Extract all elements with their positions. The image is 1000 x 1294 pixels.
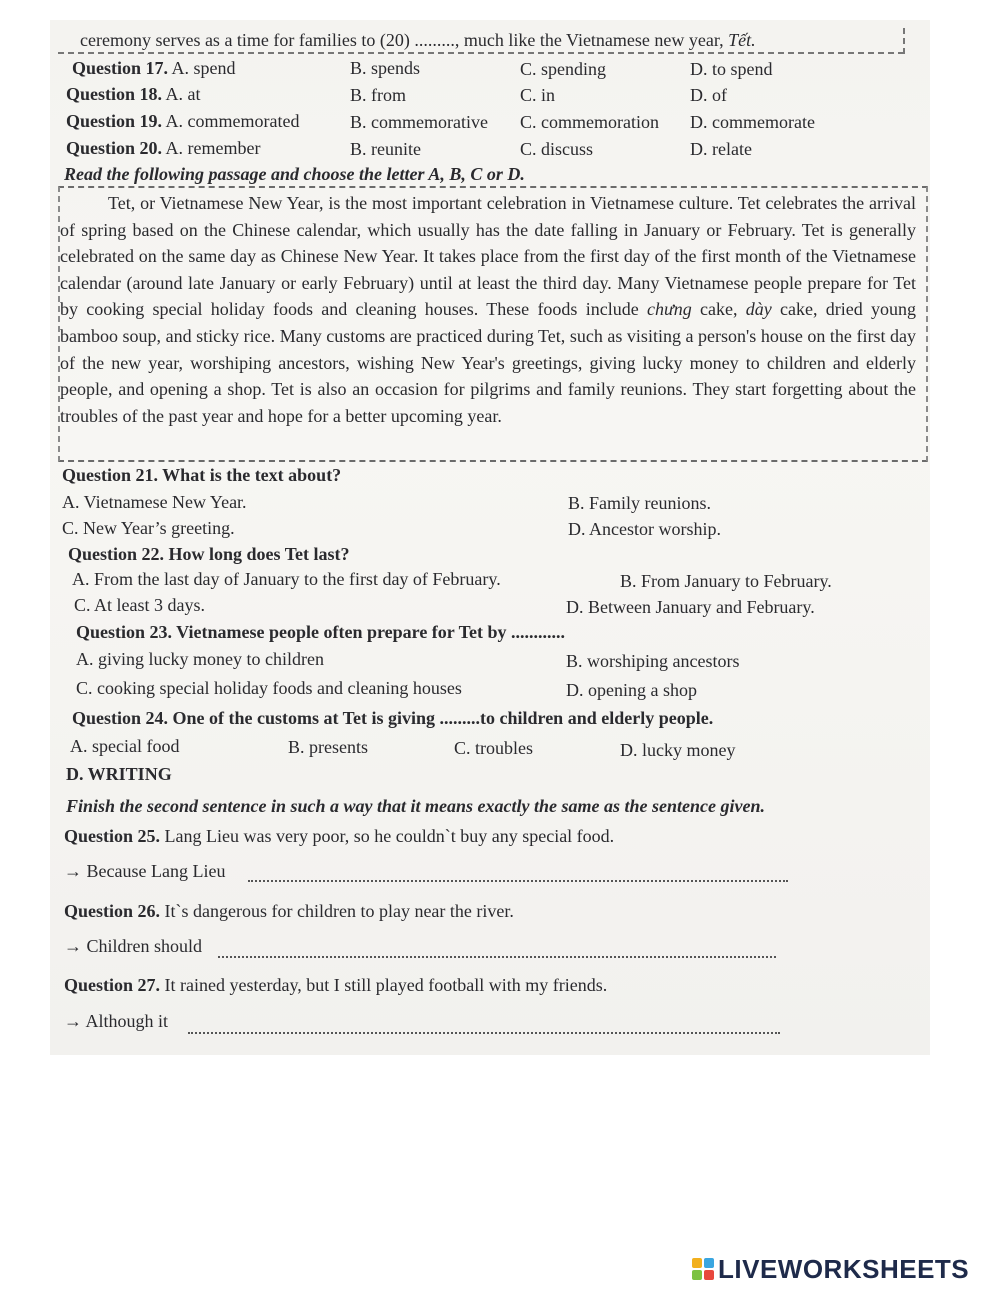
option-b[interactable]: B. from	[350, 85, 406, 105]
liveworksheets-logo[interactable]	[692, 1254, 969, 1284]
q22-option-a[interactable]: A. From the last day of January to the first day of February.	[72, 569, 501, 589]
answer-prompt: → Children should	[64, 936, 202, 956]
divider	[903, 28, 905, 54]
q21-option-a[interactable]: A. Vietnamese New Year.	[62, 492, 247, 512]
q21-option-d[interactable]: D. Ancestor worship.	[568, 519, 721, 539]
writing-instruction: Finish the second sentence in such a way that it means exactly the same as the sentence given.	[66, 796, 766, 816]
reading-passage: Tet, or Vietnamese New Year, is the most important celebration in Vietnamese culture. Tet celebrates the arrival of spring based on the Chinese calendar, which usually has the date falling in January or February. Tet is generally celebrated on the same day as Chinese New Year. It takes place from the first day of the first month of the Vietnamese calendar (around late January or early February) until at least the third day. Many Vietnamese people prepare for Tet by cooking special holiday foods and cleaning houses. These foods include chưng cake, dày cake, dried young bamboo soup, and sticky rice. Many customs are practiced during Tet, such as visiting a person's house on the first day of the new year, worshiping ancestors, wishing New Year's greetings, giving lucky money to children and elderly people, and opening a shop. Tet is also an occasion for pilgrims and family reunions. They start forgetting about the troubles of the past year and hope for a better upcoming year.	[60, 193, 917, 426]
question-24-stem: Question 24. One of the customs at Tet is giving .........to children and elderly people.	[72, 708, 714, 728]
answer-blank[interactable]	[248, 878, 788, 882]
q21-option-b[interactable]: B. Family reunions.	[568, 493, 711, 513]
passage-continuation: ceremony serves as a time for families to (20) ........., much like the Vietnamese new year, Tết.	[80, 30, 756, 50]
q23-option-a[interactable]: A. giving lucky money to children	[76, 649, 324, 669]
answer-prompt: → Because Lang Lieu	[64, 861, 226, 881]
option-c[interactable]: C. commemoration	[520, 112, 659, 132]
answer-blank[interactable]	[218, 954, 776, 958]
q24-option-b[interactable]: B. presents	[288, 737, 368, 757]
option-c[interactable]: C. spending	[520, 59, 607, 79]
divider	[58, 52, 904, 54]
q24-option-a[interactable]: A. special food	[70, 736, 180, 756]
logo-grid-icon	[692, 1258, 714, 1280]
option-d[interactable]: D. to spend	[690, 59, 773, 79]
question-22-stem: Question 22. How long does Tet last?	[68, 544, 350, 564]
reading-instruction: Read the following passage and choose the letter A, B, C or D.	[64, 164, 525, 184]
option-b[interactable]: B. commemorative	[350, 112, 488, 132]
option-d[interactable]: D. relate	[690, 139, 752, 159]
option-c[interactable]: C. in	[520, 85, 556, 105]
option-d[interactable]: D. commemorate	[690, 112, 815, 132]
option-d[interactable]: D. of	[690, 85, 727, 105]
q22-option-d[interactable]: D. Between January and February.	[566, 597, 815, 617]
option-b[interactable]: B. spends	[350, 58, 421, 78]
q21-option-c[interactable]: C. New Year’s greeting.	[62, 518, 235, 538]
brand-name: LIVEWORKSHEETS	[718, 1253, 970, 1284]
q24-option-d[interactable]: D. lucky money	[620, 740, 736, 760]
q24-option-c[interactable]: C. troubles	[454, 738, 533, 758]
q22-option-c[interactable]: C. At least 3 days.	[74, 595, 205, 615]
question-23-stem: Question 23. Vietnamese people often prepare for Tet by ............	[76, 622, 565, 642]
question-21-stem: Question 21. What is the text about?	[62, 465, 342, 485]
answer-blank[interactable]	[188, 1030, 780, 1034]
q22-option-b[interactable]: B. From January to February.	[620, 571, 832, 591]
q23-option-b[interactable]: B. worshiping ancestors	[566, 651, 740, 671]
q23-option-d[interactable]: D. opening a shop	[566, 680, 697, 700]
q23-option-c[interactable]: C. cooking special holiday foods and cleaning houses	[76, 678, 462, 698]
option-b[interactable]: B. reunite	[350, 139, 421, 159]
answer-prompt: → Although it	[64, 1011, 169, 1031]
option-c[interactable]: C. discuss	[520, 139, 594, 159]
writing-heading: D. WRITING	[66, 764, 172, 784]
